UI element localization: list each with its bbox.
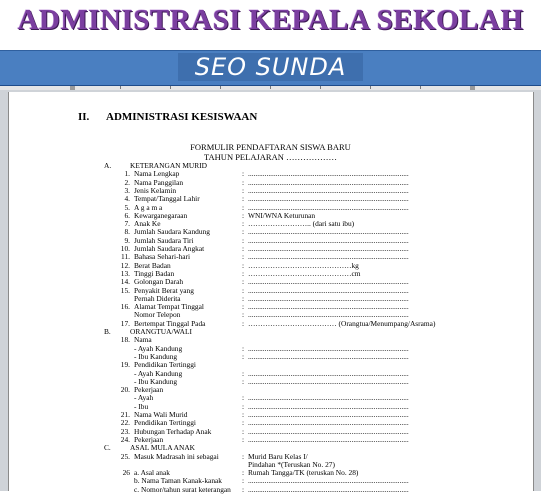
fill-line[interactable]: ....................................................................................... xyxy=(248,186,409,195)
group-letter: C. xyxy=(104,443,111,453)
row-label: Jenis Kelamin xyxy=(134,185,177,195)
banner-title: SEO SUNDA xyxy=(194,53,347,81)
fill-line[interactable]: ....................................................................................... xyxy=(248,286,409,295)
row-label: Bahasa Sehari-hari xyxy=(134,252,191,262)
row-number: 18. xyxy=(120,335,130,345)
row-colon: : xyxy=(242,318,245,328)
row-colon: : xyxy=(242,219,245,229)
row-label: - Ibu Kandung xyxy=(134,376,178,386)
ruler-tick xyxy=(120,86,121,89)
form-subtitle: TAHUN PELAJARAN ……………… xyxy=(204,152,337,162)
row-label: - Ayah Kandung xyxy=(134,343,183,353)
fill-line[interactable]: ....................................................................................... xyxy=(248,311,409,320)
row-colon: : xyxy=(242,185,245,195)
fill-line[interactable]: ....................................................................................... xyxy=(248,294,409,303)
row-number: 26 xyxy=(122,468,130,478)
row-number: 3. xyxy=(124,185,130,195)
row-number: 16. xyxy=(120,302,130,312)
row-colon: : xyxy=(242,476,245,486)
row-number: 2. xyxy=(124,177,130,187)
row-label: Nomor Telepon xyxy=(134,310,181,320)
row-colon: : xyxy=(242,410,245,419)
row-label: - Ayah xyxy=(134,393,154,403)
fill-line[interactable]: ....................................................................................... xyxy=(248,369,409,378)
row-colon: : xyxy=(242,202,245,212)
fill-line[interactable]: ....................................................................................... xyxy=(248,203,409,212)
ruler-tick xyxy=(320,86,321,89)
row-label: Pekerjaan xyxy=(134,434,164,444)
row-colon: : xyxy=(242,268,245,278)
row-label: Pendidikan Tertinggi xyxy=(134,418,196,428)
row-label: Golongan Darah xyxy=(134,277,184,287)
row-number: 10. xyxy=(120,244,130,253)
fill-line[interactable]: ....................................................................................... xyxy=(248,377,409,386)
row-number: 14. xyxy=(120,277,130,287)
row-colon: : xyxy=(242,376,245,386)
row-colon: : xyxy=(242,468,245,478)
row-number: 20. xyxy=(120,385,130,395)
row-label: Alamat Tempat Tinggal xyxy=(134,302,204,312)
row-colon: : xyxy=(242,260,245,270)
fill-line[interactable]: ....................................................................................... xyxy=(248,352,409,361)
ruler-tick xyxy=(220,86,221,89)
row-number: 1. xyxy=(124,169,130,179)
fill-line[interactable]: ....................................................................................... xyxy=(248,394,409,403)
row-colon: : xyxy=(242,343,245,353)
row-label: Kewarganegaraan xyxy=(134,210,188,220)
row-label: - Ayah Kandung xyxy=(134,368,183,378)
row-number: 6. xyxy=(124,210,130,220)
row-colon: : xyxy=(242,426,245,436)
fill-line[interactable]: ....................................................................................... xyxy=(248,228,409,237)
group-title: ASAL MULA ANAK xyxy=(130,443,196,453)
row-colon: : xyxy=(242,302,245,312)
fill-line[interactable]: ....................................................................................... xyxy=(248,485,409,494)
row-label: Nama Panggilan xyxy=(134,177,184,187)
row-label: b. Nama Taman Kanak-kanak xyxy=(134,476,222,486)
row-colon: : xyxy=(242,351,245,361)
row-number: 15. xyxy=(120,285,130,295)
row-number: 17. xyxy=(120,318,130,328)
row-colon: : xyxy=(242,310,245,320)
row-colon: : xyxy=(242,210,245,220)
row-number: 9. xyxy=(124,235,130,245)
row-colon: : xyxy=(242,451,245,461)
fill-line[interactable]: ....................................................................................... xyxy=(248,435,409,444)
section-number: II. xyxy=(78,111,90,123)
row-number: 4. xyxy=(124,194,130,204)
row-colon: : xyxy=(242,252,245,262)
row-value: …………………….. (dari satu ibu) xyxy=(248,219,355,229)
row-label: a. Asal anak xyxy=(134,468,170,478)
row-label: Masuk Madrasah ini sebagai xyxy=(134,451,219,461)
form-title: FORMULIR PENDAFTARAN SISWA BARU xyxy=(190,142,351,152)
fill-line[interactable]: ....................................................................................... xyxy=(248,402,409,411)
row-number: 11. xyxy=(121,252,130,262)
row-number: 21. xyxy=(120,410,130,419)
row-colon: : xyxy=(242,293,245,303)
row-colon: : xyxy=(242,235,245,245)
row-number: 8. xyxy=(124,227,130,237)
row-colon: : xyxy=(242,484,245,494)
group-letter: B. xyxy=(104,327,111,336)
row-number: 12. xyxy=(120,260,130,270)
row-label: A g a m a xyxy=(134,202,163,212)
fill-line[interactable]: ....................................................................................... xyxy=(248,303,409,312)
fill-line[interactable]: ....................................................................................... xyxy=(248,195,409,204)
row-colon: : xyxy=(242,244,245,253)
fill-line[interactable]: ....................................................................................... xyxy=(248,236,409,245)
row-colon: : xyxy=(242,434,245,444)
row-label: - Ibu xyxy=(134,401,149,411)
row-colon: : xyxy=(242,277,245,287)
row-value: Rumah Tangga/TK (teruskan No. 28) xyxy=(248,468,359,478)
row-label: c. Nomor/tahun surat keterangan xyxy=(134,484,231,494)
fill-line[interactable]: ....................................................................................... xyxy=(248,344,409,353)
row-value: Pindahan *(Teruskan No. 27) xyxy=(248,459,335,469)
fill-line[interactable]: ....................................................................................... xyxy=(248,411,409,419)
row-label: Tinggi Badan xyxy=(134,268,175,278)
row-label: Pendidikan Tertinggi xyxy=(134,360,196,370)
row-number: 23. xyxy=(120,426,130,436)
fill-line[interactable]: ....................................................................................... xyxy=(248,178,409,187)
fill-line[interactable]: ....................................................................................... xyxy=(248,278,409,287)
row-label: Jumlah Saudara Tiri xyxy=(134,235,194,245)
row-colon: : xyxy=(242,227,245,237)
ruler-tick xyxy=(370,86,371,89)
row-value: WNI/WNA Keturunan xyxy=(248,210,316,220)
row-label: Hubungan Terhadap Anak xyxy=(134,426,212,436)
row-number: 13. xyxy=(120,268,130,278)
row-label: Nama Wali Murid xyxy=(134,410,188,419)
row-label: Nama Lengkap xyxy=(134,169,180,179)
row-label: Nama xyxy=(134,335,152,345)
row-value: ……………………………………kg xyxy=(248,260,359,270)
row-colon: : xyxy=(242,393,245,403)
row-label: Jumlah Saudara Angkat xyxy=(134,244,205,253)
fill-line[interactable]: ....................................................................................... xyxy=(248,170,409,179)
row-label: Berat Badan xyxy=(134,260,171,270)
row-colon: : xyxy=(242,194,245,204)
row-label: Pernah Diderita xyxy=(134,293,181,303)
row-value: ……………………………… (Orangtua/Menumpang/Asrama) xyxy=(248,318,436,328)
group-title: KETERANGAN MURID xyxy=(130,161,207,170)
row-number: 24. xyxy=(120,434,130,444)
fill-line[interactable]: ....................................................................................... xyxy=(248,245,409,253)
row-colon: : xyxy=(242,418,245,428)
ruler-tick xyxy=(270,86,271,89)
row-colon: : xyxy=(242,401,245,411)
row-number: 7. xyxy=(124,219,130,229)
row-colon: : xyxy=(242,169,245,179)
row-label: Pekerjaan xyxy=(134,385,164,395)
row-label: Tempat/Tanggal Lahir xyxy=(134,194,200,204)
ruler-tick xyxy=(170,86,171,89)
row-label: Jumlah Saudara Kandung xyxy=(134,227,210,237)
row-colon: : xyxy=(242,285,245,295)
fill-line[interactable]: ....................................................................................... xyxy=(248,477,409,486)
group-letter: A. xyxy=(104,161,112,170)
row-number: 5. xyxy=(124,202,130,212)
row-label: - Ibu Kandung xyxy=(134,351,178,361)
section-title: ADMINISTRASI KESISWAAN xyxy=(106,111,258,123)
fill-line[interactable]: ....................................................................................... xyxy=(248,419,409,428)
row-label: Penyakit Berat yang xyxy=(134,285,194,295)
row-number: 22. xyxy=(120,418,130,428)
row-label: Bertempat Tinggal Pada xyxy=(134,318,206,328)
row-colon: : xyxy=(242,368,245,378)
row-number: 19. xyxy=(120,360,130,370)
ruler-tick xyxy=(420,86,421,89)
row-colon: : xyxy=(242,177,245,187)
group-title: ORANGTUA/WALI xyxy=(130,327,192,336)
page-title: ADMINISTRASI KEPALA SEKOLAH xyxy=(17,4,524,36)
row-number: 25. xyxy=(120,451,130,461)
row-label: Anak Ke xyxy=(134,219,161,229)
fill-line[interactable]: ....................................................................................... xyxy=(248,427,409,436)
fill-line[interactable]: ....................................................................................... xyxy=(248,253,409,262)
row-value: Murid Baru Kelas I/ xyxy=(248,451,308,461)
row-value: ……………………………………cm xyxy=(248,268,361,278)
